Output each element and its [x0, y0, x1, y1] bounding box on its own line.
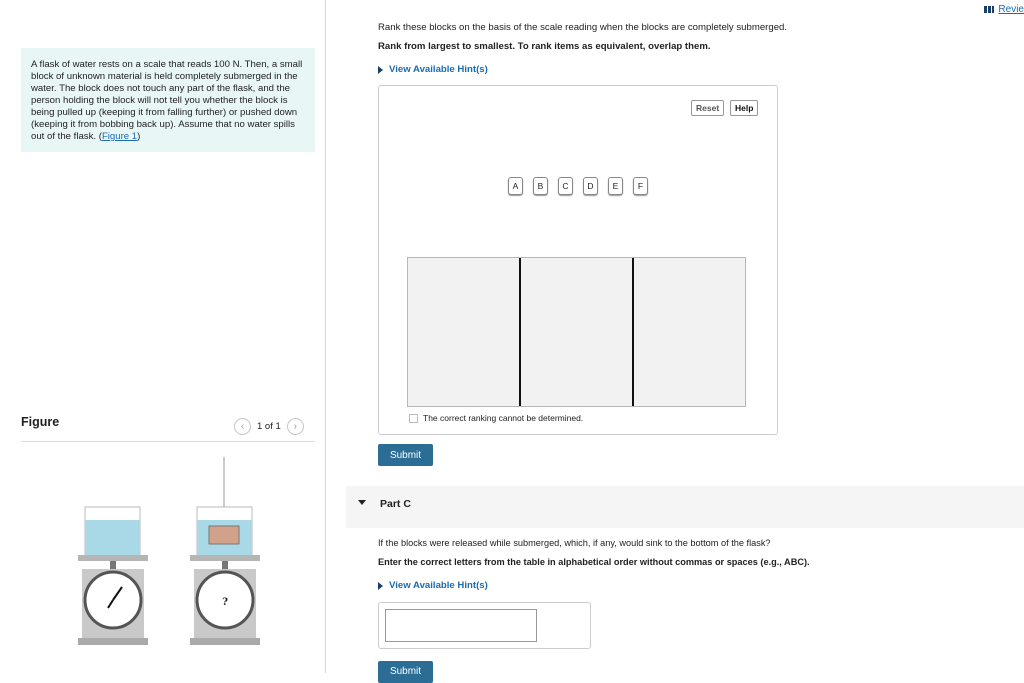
partb-submit-button[interactable]: Submit — [378, 444, 433, 466]
caret-right-icon — [378, 582, 383, 590]
left-scale-figure — [78, 507, 148, 645]
cannot-determine-checkbox[interactable] — [409, 414, 418, 423]
partb-instruction: Rank from largest to smallest. To rank items as equivalent, overlap them. — [378, 41, 711, 52]
caret-right-icon — [378, 66, 383, 74]
prev-figure-button[interactable] — [234, 418, 251, 435]
problem-text: A flask of water rests on a scale that reads 100 N. Then, a small block of unknown material is held completely submerged in the water. The block does not touch any part of the flask, and the person holding the block will not tell you whether the block is being pulled up (keeping it from falling further) or pushed down (keeping it from bobbing back up). Assume that no water spills out of the flask. ( — [31, 59, 303, 142]
figure-illustration — [70, 452, 270, 652]
caret-down-icon — [358, 500, 366, 505]
partb-question: Rank these blocks on the basis of the scale reading when the blocks are completely submerged. — [378, 22, 788, 33]
tile-a[interactable]: A — [508, 177, 523, 195]
problem-text-end: ) — [137, 131, 141, 142]
ranking-bin[interactable] — [519, 258, 632, 406]
scale-plate-left — [78, 555, 148, 561]
ranking-tiles — [508, 177, 648, 195]
figure-link[interactable]: Figure 1 — [101, 131, 138, 142]
tile-f[interactable]: F — [633, 177, 648, 195]
figure-page-count: 1 of 1 — [257, 420, 281, 432]
next-figure-button[interactable] — [287, 418, 304, 435]
tile-d[interactable]: D — [583, 177, 598, 195]
tile-e[interactable]: E — [608, 177, 623, 195]
tile-b[interactable]: B — [533, 177, 548, 195]
figure-title: Figure — [21, 415, 60, 429]
partc-instruction: Enter the correct letters from the table in alphabetical order without commas or spaces (e.g., ABC). — [378, 557, 810, 567]
partc-title: Part C — [380, 498, 411, 510]
unknown-reading: ? — [222, 597, 228, 608]
help-button[interactable]: Help — [730, 100, 758, 116]
submerged-block — [209, 526, 239, 544]
cannot-determine-option[interactable] — [409, 413, 583, 423]
partc-header[interactable] — [346, 486, 1024, 528]
panel-divider — [325, 0, 326, 673]
chevron-left-icon: ‹ — [240, 420, 245, 432]
reset-button[interactable]: Reset — [691, 100, 724, 116]
tile-c[interactable]: C — [558, 177, 573, 195]
review-link[interactable] — [984, 4, 1024, 15]
figure-divider — [21, 441, 315, 442]
ranking-bins — [407, 257, 746, 407]
ranking-bin[interactable] — [408, 258, 519, 406]
partc-hints-label: View Available Hint(s) — [389, 580, 488, 591]
problem-statement — [21, 48, 315, 152]
partc-question: If the blocks were released while submerged, which, if any, would sink to the bottom of the flask? — [378, 538, 771, 548]
ranking-bin[interactable] — [632, 258, 745, 406]
chevron-right-icon: › — [293, 420, 297, 432]
review-label: Revie — [998, 4, 1024, 15]
answer-input[interactable] — [385, 609, 537, 642]
cannot-determine-label: The correct ranking cannot be determined. — [423, 413, 584, 423]
partc-hints-toggle[interactable] — [378, 580, 488, 591]
right-scale-figure — [190, 457, 260, 645]
water-left — [85, 520, 140, 555]
partc-submit-button[interactable]: Submit — [378, 661, 433, 683]
answer-container — [378, 602, 591, 649]
partb-hints-toggle[interactable] — [378, 64, 488, 75]
partb-hints-label: View Available Hint(s) — [389, 64, 488, 75]
figure-pager — [234, 417, 304, 435]
review-icon — [984, 6, 994, 13]
